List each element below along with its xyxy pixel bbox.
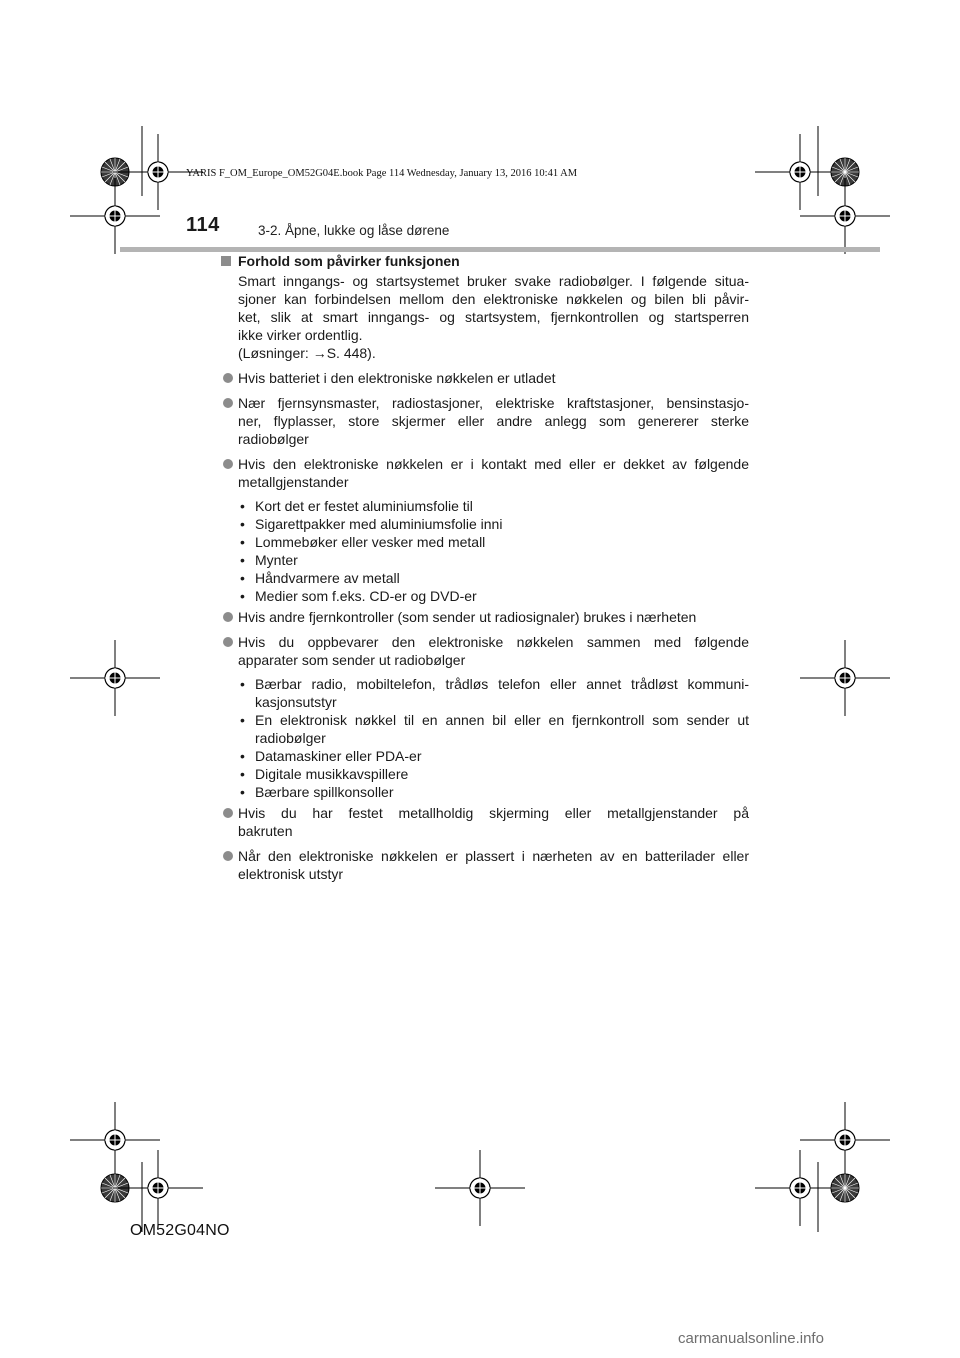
middot-bullet-icon: • [240, 534, 245, 550]
list-item-text: radiobølger [238, 431, 309, 447]
middot-bullet-icon: • [240, 516, 245, 532]
intro-line: Smart inngangs- og startsystemet bruker svake radiobølger. I følgende situa- [238, 273, 749, 289]
list-item [238, 847, 749, 883]
middot-bullet-icon: • [240, 766, 245, 782]
middot-bullet-icon: • [240, 676, 245, 692]
round-bullet-icon [223, 851, 233, 861]
document-code: OM52G04NO [130, 1222, 230, 1239]
list-item-text: Hvis du har festet metallholdig skjerming eller metallgjenstander på [238, 805, 749, 821]
sub-list-item [238, 569, 749, 587]
page-number: 114 [186, 214, 220, 236]
site-watermark[interactable]: carmanualsonline.info [678, 1330, 824, 1347]
list-item-text: Nær fjernsynsmaster, radiostasjoner, elektriske kraftstasjoner, bensinstasjo- [238, 395, 749, 411]
sub-list-item [238, 515, 749, 533]
list-item [238, 633, 749, 669]
list-item [238, 608, 749, 626]
registration-mark-icon [800, 178, 890, 254]
list-item [238, 455, 749, 491]
list-item-text: Hvis andre fjernkontroller (som sender ut radiosignaler) brukes i nærheten [238, 609, 697, 625]
section-heading-text: Forhold som påvirker funksjonen [238, 253, 460, 269]
sub-list-text: Medier som f.eks. CD-er og DVD-er [255, 588, 477, 604]
registration-mark-icon [800, 640, 890, 716]
round-bullet-icon [223, 808, 233, 818]
sub-list-text: Kort det er festet aluminiumsfolie til [255, 498, 473, 514]
sub-list-text: kasjonsutstyr [255, 694, 337, 710]
sub-list-text: Bærbare spillkonsoller [255, 784, 394, 800]
list-item-text: metallgjenstander [238, 474, 349, 490]
middot-bullet-icon: • [240, 784, 245, 800]
round-bullet-icon [223, 459, 233, 469]
intro-line: sjoner kan forbindelsen mellom den elektroniske nøkkelen og bilen bli påvir- [238, 291, 749, 307]
list-item [238, 369, 749, 387]
list-item-text: Når den elektroniske nøkkelen er plassert i nærheten av en batterilader eller [238, 848, 749, 864]
round-bullet-icon [223, 637, 233, 647]
starburst-mark-icon [831, 1174, 859, 1202]
middot-bullet-icon: • [240, 748, 245, 764]
list-item-text: Hvis du oppbevarer den elektroniske nøkkelen sammen med følgende [238, 634, 749, 650]
middot-bullet-icon: • [240, 588, 245, 604]
sub-list-item [238, 765, 749, 783]
round-bullet-icon [223, 612, 233, 622]
sub-list [238, 675, 749, 801]
sub-list-item [238, 747, 749, 765]
sub-list-text: Bærbar radio, mobiltelefon, trådløs telefon eller annet trådløst kommuni- [255, 676, 749, 692]
sub-list-text: Sigarettpakker med aluminiumsfolie inni [255, 516, 503, 532]
sub-list-text: Datamaskiner eller PDA-er [255, 748, 422, 764]
intro-paragraph [238, 272, 749, 362]
sub-list-text: En elektronisk nøkkel til en annen bil eller en fjernkontroll som sender ut [255, 712, 749, 728]
square-bullet-icon [221, 256, 231, 266]
sub-list [238, 497, 749, 605]
section-title: 3-2. Åpne, lukke og låse dørene [258, 223, 450, 238]
list-item [238, 804, 749, 840]
registration-mark-icon [435, 1150, 525, 1226]
list-item-text: Hvis batteriet i den elektroniske nøkkelen er utladet [238, 370, 556, 386]
intro-line: (Løsninger: →S. 448). [238, 345, 376, 361]
intro-line: ikke virker ordentlig. [238, 327, 363, 343]
sub-list-text: Digitale musikkavspillere [255, 766, 409, 782]
section-heading [238, 252, 749, 270]
registration-mark-icon [70, 178, 160, 254]
list-item-text: ner, flyplasser, store skjermer eller andre anlegg som genererer sterke [238, 413, 749, 429]
list-item-text: apparater som sender ut radiobølger [238, 652, 466, 668]
middot-bullet-icon: • [240, 552, 245, 568]
sub-list-item [238, 587, 749, 605]
sub-list-text: Mynter [255, 552, 298, 568]
list-item-text: elektronisk utstyr [238, 866, 344, 882]
registration-mark-icon [70, 640, 160, 716]
middot-bullet-icon: • [240, 498, 245, 514]
registration-mark-icon [70, 1102, 160, 1178]
round-bullet-icon [223, 373, 233, 383]
registration-mark-icon [113, 1150, 203, 1226]
file-info-stamp: YARIS F_OM_Europe_OM52G04E.book Page 114 Wednesday, January 13, 2016 10:41 AM [186, 168, 578, 179]
sub-list-item [238, 497, 749, 515]
intro-line: ket, slik at smart inngangs- og startsystem, fjernkontrollen og startsperren [238, 309, 749, 325]
sub-list-text: radiobølger [255, 730, 326, 746]
middot-bullet-icon: • [240, 570, 245, 586]
sub-list-item [238, 711, 749, 747]
sub-list-item [238, 533, 749, 551]
list-item-text: bakruten [238, 823, 293, 839]
sub-list-text: Håndvarmere av metall [255, 570, 400, 586]
list-item-text: Hvis den elektroniske nøkkelen er i kontakt med eller er dekket av følgende [238, 456, 749, 472]
main-content [212, 252, 749, 883]
registration-mark-icon [800, 1102, 890, 1178]
middot-bullet-icon: • [240, 712, 245, 728]
sub-list-item [238, 783, 749, 801]
list-item [238, 394, 749, 448]
sub-list-text: Lommebøker eller vesker med metall [255, 534, 486, 550]
sub-list-item [238, 675, 749, 711]
round-bullet-icon [223, 398, 233, 408]
sub-list-item [238, 551, 749, 569]
